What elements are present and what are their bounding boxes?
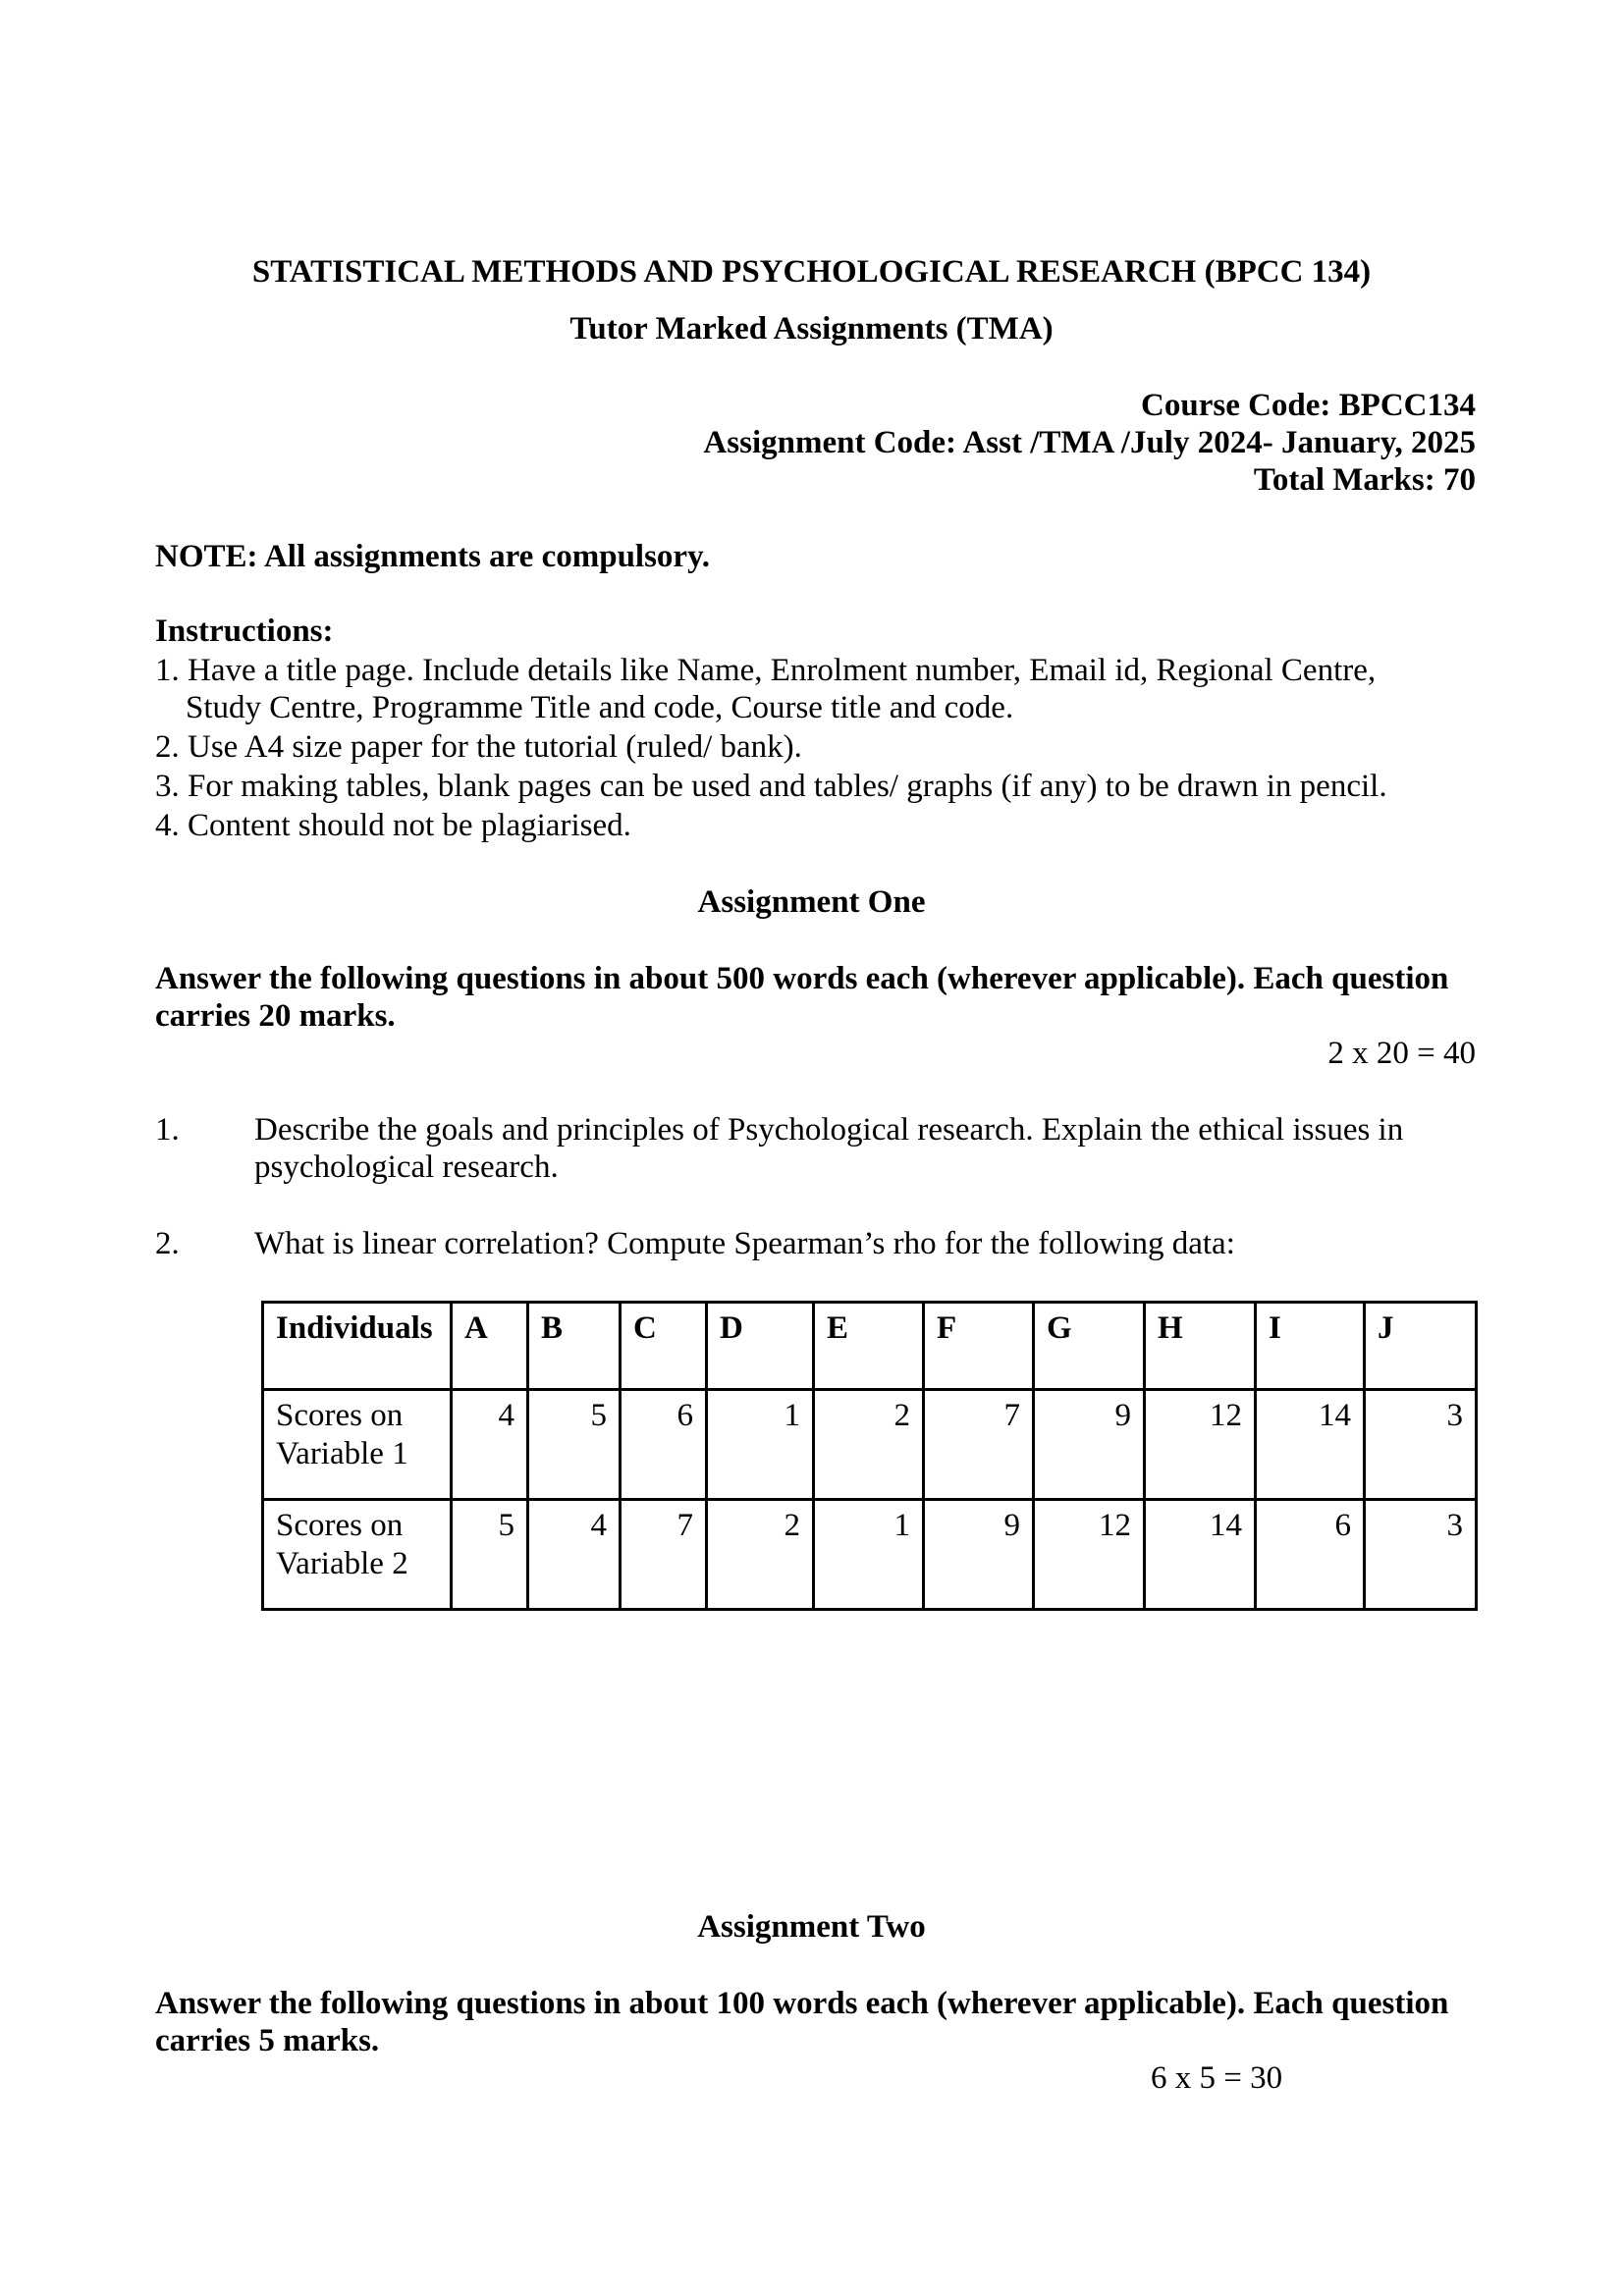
table-cell: 2 (814, 1390, 924, 1500)
table-cell: 9 (1034, 1390, 1145, 1500)
table-row-label (263, 1390, 452, 1500)
table-header-cell: B (528, 1303, 621, 1390)
table-row (263, 1500, 1477, 1610)
table-header-cell: H (1145, 1303, 1256, 1390)
course-code: Course Code: BPCC134 (1141, 388, 1476, 423)
table-header-row (263, 1303, 1477, 1390)
row-label-line: Variable 1 (276, 1436, 408, 1471)
table-cell: 5 (528, 1390, 621, 1500)
table-header-cell: Individuals (263, 1303, 452, 1390)
table-row-label (263, 1500, 452, 1610)
table-cell: 4 (528, 1500, 621, 1610)
assignment-code: Assignment Code: Asst /TMA /July 2024- January, 2025 (703, 425, 1476, 460)
note: NOTE: All assignments are compulsory. (155, 539, 711, 574)
row-label-line: Variable 2 (276, 1546, 408, 1581)
table-header-cell: D (707, 1303, 814, 1390)
row-label-line: Scores on (276, 1398, 404, 1433)
table-header-cell: A (452, 1303, 528, 1390)
question-text: What is linear correlation? Compute Spearman’s rho for the following data: (254, 1226, 1235, 1261)
question-text: Describe the goals and principles of Psychological research. Explain the ethical issues in (254, 1112, 1404, 1148)
document-title: STATISTICAL METHODS AND PSYCHOLOGICAL RESEARCH (BPCC 134) (251, 254, 1372, 290)
instruction-item: 1. Have a title page. Include details like Name, Enrolment number, Email id, Regional Centre, (155, 653, 1377, 688)
assignment-one-marks: 2 x 20 = 40 (1327, 1036, 1476, 1071)
row-label-line: Scores on (276, 1508, 404, 1543)
question-number: 1. (155, 1112, 180, 1148)
table-row (263, 1390, 1477, 1500)
table-cell: 9 (924, 1500, 1034, 1610)
assignment-one-heading: Assignment One (697, 884, 926, 920)
table-cell: 12 (1145, 1390, 1256, 1500)
table-cell: 6 (621, 1390, 707, 1500)
assignment-two-heading: Assignment Two (697, 1909, 926, 1945)
table-header-cell: C (621, 1303, 707, 1390)
table-header-cell: J (1365, 1303, 1477, 1390)
table-cell: 1 (814, 1500, 924, 1610)
table-cell: 7 (924, 1390, 1034, 1500)
table-header-cell: I (1256, 1303, 1365, 1390)
table-cell: 2 (707, 1500, 814, 1610)
scores-table (261, 1301, 1478, 1611)
question-number: 2. (155, 1226, 180, 1261)
table-cell: 5 (452, 1500, 528, 1610)
table-cell: 14 (1256, 1390, 1365, 1500)
instructions-heading: Instructions: (155, 614, 334, 649)
table-cell: 1 (707, 1390, 814, 1500)
instruction-item: 2. Use A4 size paper for the tutorial (ruled/ bank). (155, 729, 802, 765)
table-cell: 14 (1145, 1500, 1256, 1610)
table-cell: 12 (1034, 1500, 1145, 1610)
table-header-cell: G (1034, 1303, 1145, 1390)
table-cell: 7 (621, 1500, 707, 1610)
table-cell: 6 (1256, 1500, 1365, 1610)
assignment-two-directive: Answer the following questions in about 100 words each (wherever applicable). Each question (155, 1986, 1449, 2021)
assignment-one-directive: Answer the following questions in about 500 words each (wherever applicable). Each question (155, 961, 1449, 996)
instruction-item: Study Centre, Programme Title and code, Course title and code. (186, 690, 1014, 725)
table-cell: 3 (1365, 1390, 1477, 1500)
table-header-cell: F (924, 1303, 1034, 1390)
table-cell: 4 (452, 1390, 528, 1500)
question-text: psychological research. (254, 1149, 559, 1185)
table-header-cell: E (814, 1303, 924, 1390)
document-subtitle: Tutor Marked Assignments (TMA) (569, 311, 1054, 347)
instruction-item: 3. For making tables, blank pages can be used and tables/ graphs (if any) to be drawn in pencil. (155, 769, 1387, 804)
total-marks: Total Marks: 70 (1253, 462, 1476, 498)
assignment-two-marks: 6 x 5 = 30 (1151, 2060, 1283, 2096)
instruction-item: 4. Content should not be plagiarised. (155, 808, 631, 843)
assignment-one-directive: carries 20 marks. (155, 998, 396, 1034)
assignment-two-directive: carries 5 marks. (155, 2023, 380, 2058)
table-cell: 3 (1365, 1500, 1477, 1610)
